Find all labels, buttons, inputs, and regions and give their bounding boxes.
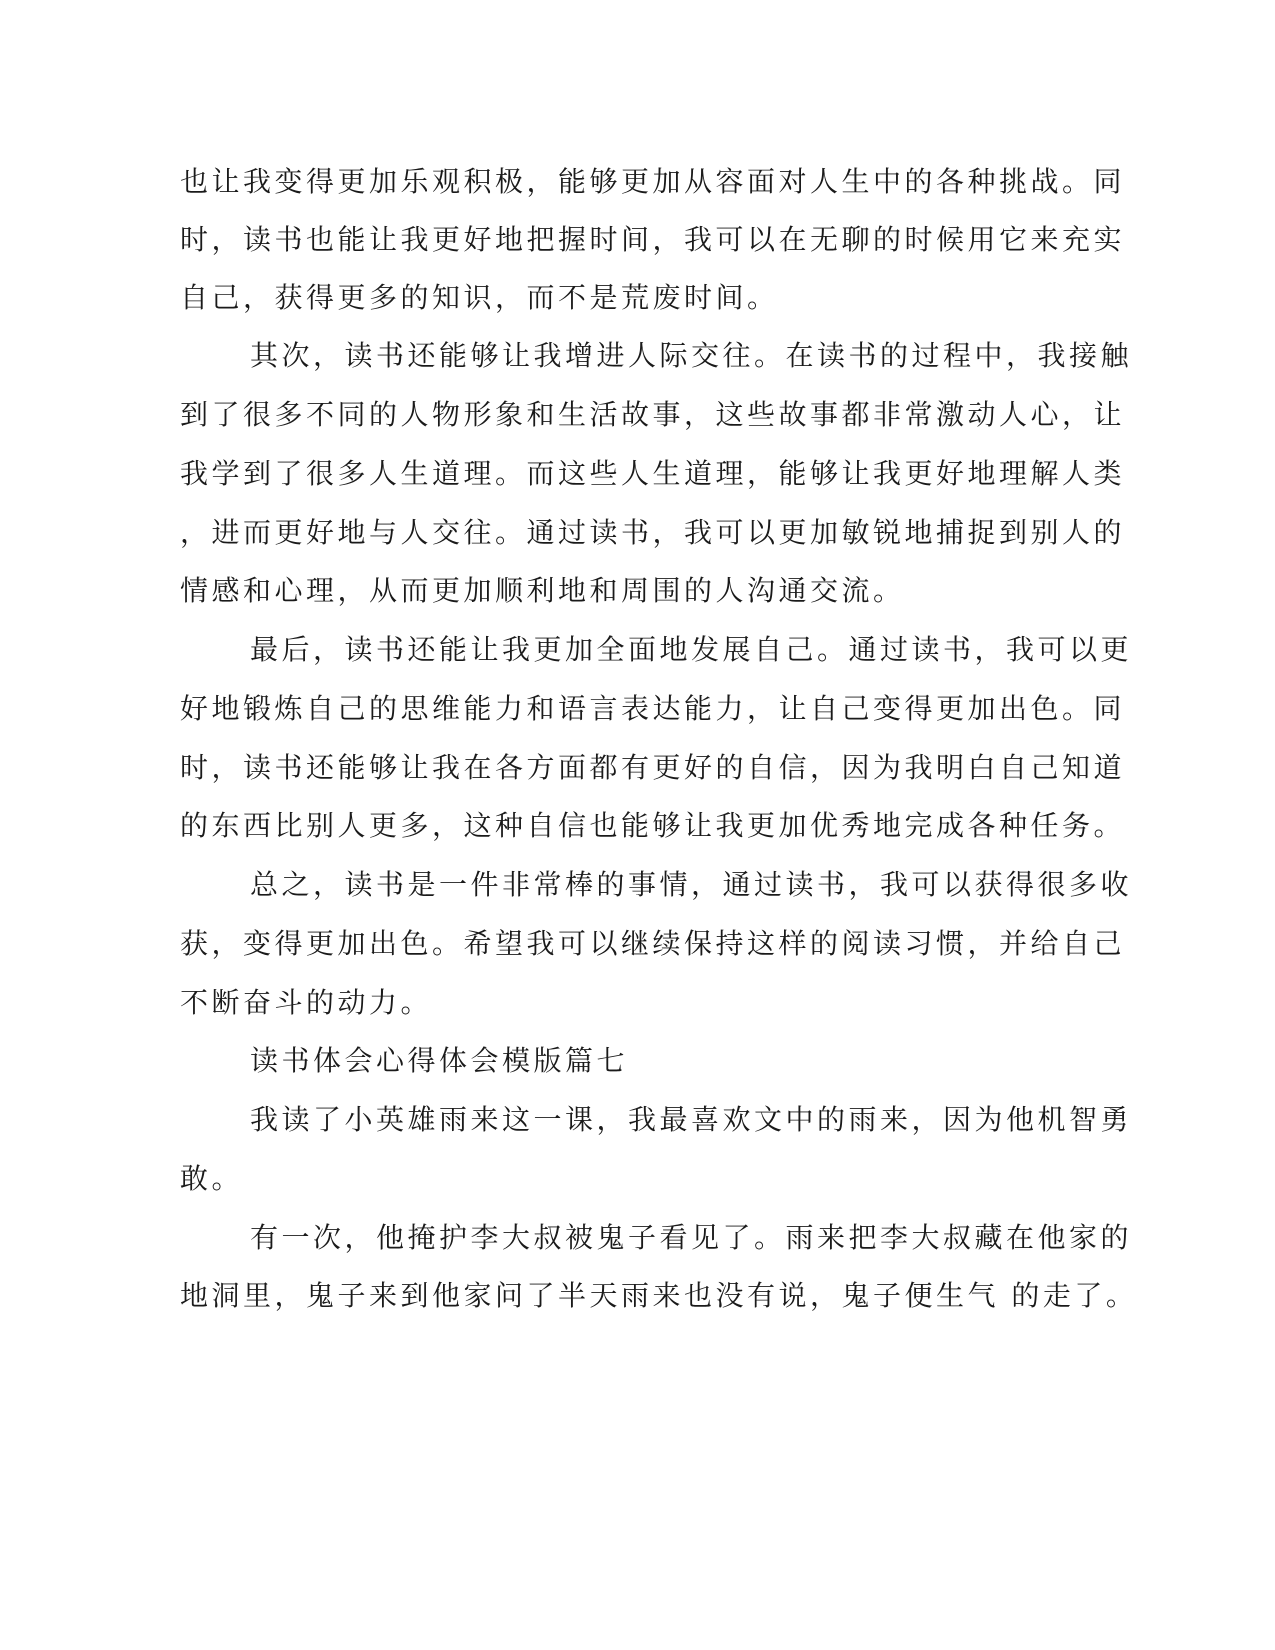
text-line: 不断奋斗的动力。 (180, 986, 433, 1019)
text-line: 也让我变得更加乐观积极，能够更加从容面对人生中的各种挑战。同 (180, 165, 1126, 198)
text-line: 自己，获得更多的知识，而不是荒废时间。 (180, 281, 779, 314)
text-line: 敢。 (180, 1162, 244, 1195)
text-line: ，进而更好地与人交往。通过读书，我可以更加敏锐地捕捉到别人的 (180, 516, 1126, 549)
text-line: 时，读书也能让我更好地把握时间，我可以在无聊的时候用它来充实 (180, 223, 1126, 256)
paragraph-first-line: 我读了小英雄雨来这一课，我最喜欢文中的雨来，因为他机智勇 (250, 1103, 1133, 1136)
text-line: 时，读书还能够让我在各方面都有更好的自信，因为我明白自己知道 (180, 751, 1126, 784)
text-line: 获，变得更加出色。希望我可以继续保持这样的阅读习惯，并给自己 (180, 927, 1126, 960)
text-line: 到了很多不同的人物形象和生活故事，这些故事都非常激动人心，让 (180, 398, 1126, 431)
text-line: 我学到了很多人生道理。而这些人生道理，能够让我更好地理解人类 (180, 457, 1126, 490)
text-line: 地洞里，鬼子来到他家问了半天雨来也没有说，鬼子便生气 的走了。 (180, 1279, 1138, 1312)
paragraph-first-line: 最后，读书还能让我更加全面地发展自己。通过读书，我可以更 (250, 633, 1133, 666)
paragraph-first-line: 有一次，他掩护李大叔被鬼子看见了。雨来把李大叔藏在他家的 (250, 1221, 1133, 1254)
text-line: 情感和心理，从而更加顺利地和周围的人沟通交流。 (180, 574, 905, 607)
paragraph-first-line: 其次，读书还能够让我增进人际交往。在读书的过程中，我接触 (250, 339, 1133, 372)
text-line: 的东西比别人更多，这种自信也能够让我更加优秀地完成各种任务。 (180, 809, 1126, 842)
section-heading: 读书体会心得体会模版篇七 (250, 1044, 629, 1077)
text-line: 好地锻炼自己的思维能力和语言表达能力，让自己变得更加出色。同 (180, 692, 1126, 725)
paragraph-first-line: 总之，读书是一件非常棒的事情，通过读书，我可以获得很多收 (250, 868, 1133, 901)
